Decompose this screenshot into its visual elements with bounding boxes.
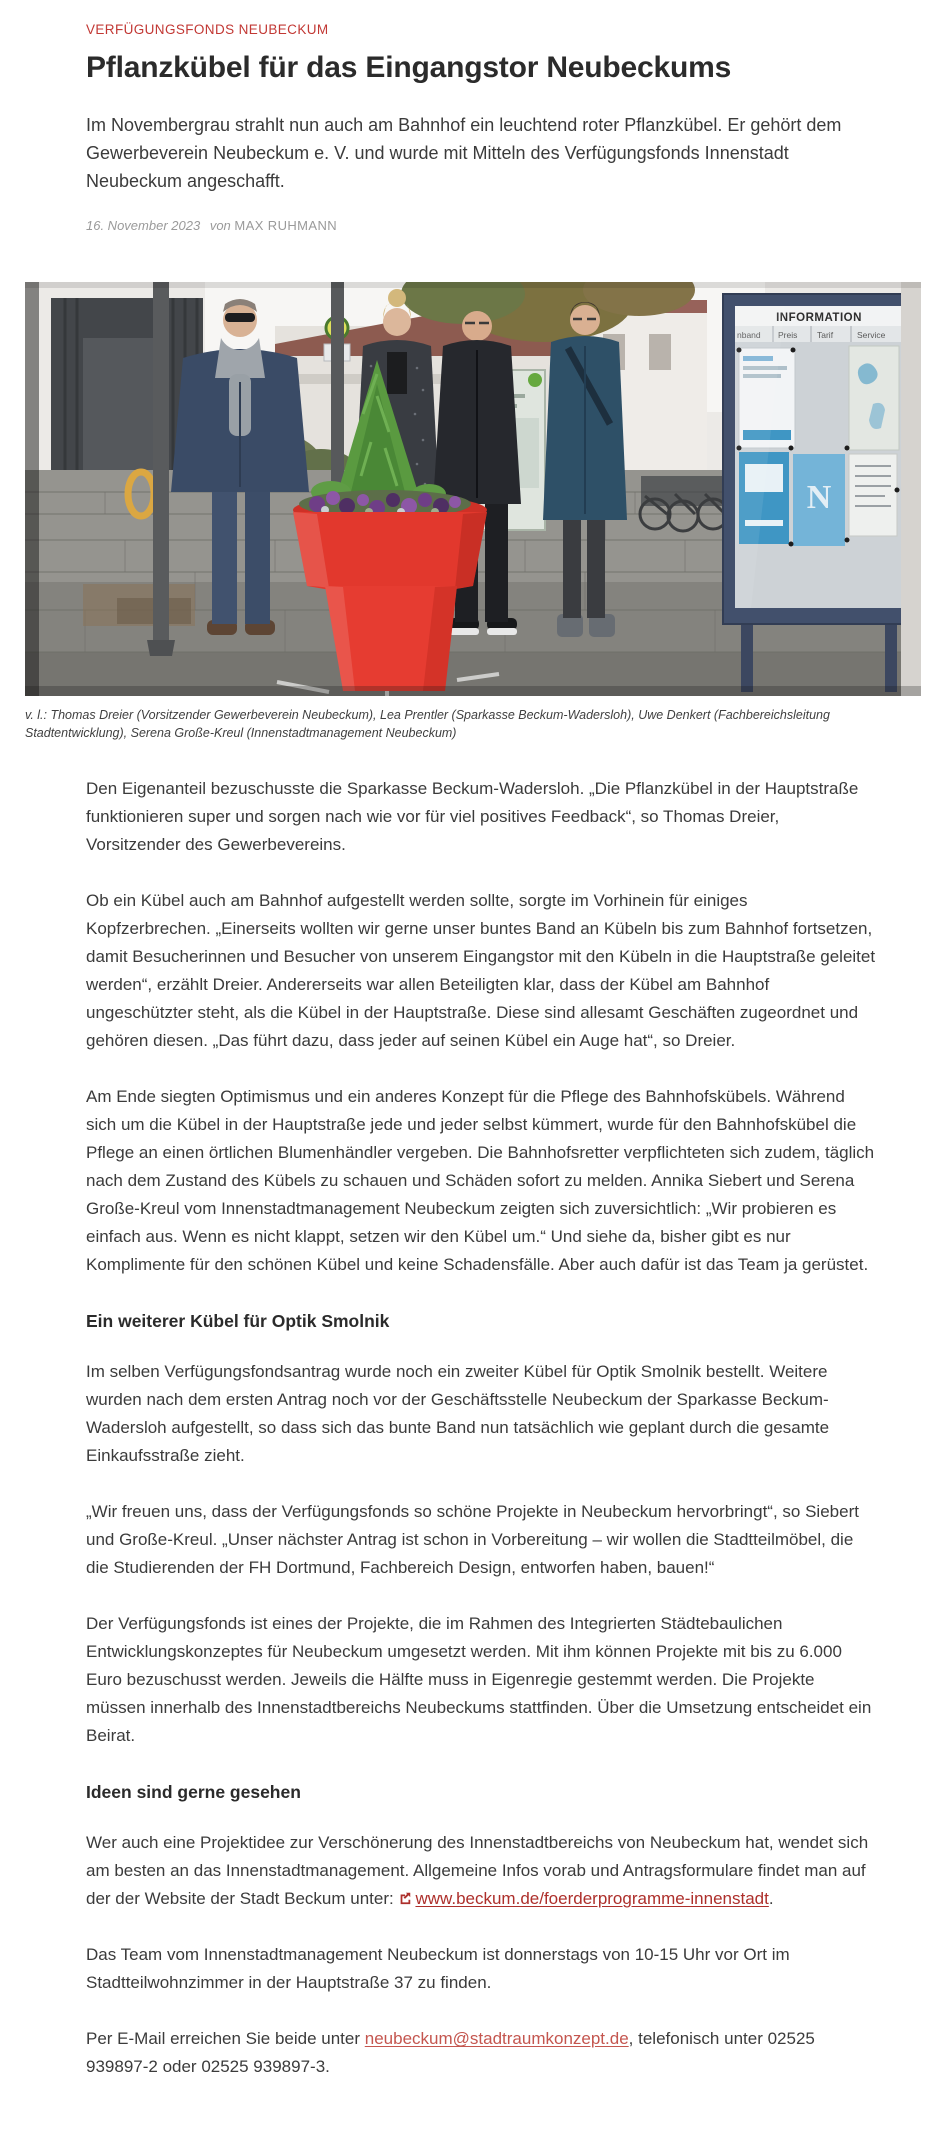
paragraph-3: Am Ende siegten Optimismus und ein anderes Konzept für die Pflege des Bahnhofskübels. Während sich um die Kübel in der Hauptstraße jede und jeder selbst kümmert, wurde für den Bahnhofskübel die Pflege an einen örtlichen Blumenhändler vergeben. Die Bahnhofsretter verpflichteten sich zudem, täglich nach dem Zustand des Kübels zu schauen und Schäden sofort zu melden. Annika Siebert und Serena Große-Kreul vom Innenstadtmanagement Neubeckum zeigten sich zuversichtlich: „Wir probieren es einfach aus. Wenn es nicht klappt, setzen wir den Kübel um.“ Und siehe da, bisher gibt es nur Komplimente für den schönen Kübel und keine Schadensfälle. Aber auch dafür ist das Team ja gerüstet. [86,1087,875,1274]
article-date: 16. November 2023 [86,218,201,233]
external-link-icon [398,1891,412,1905]
paragraph-4: Im selben Verfügungsfondsantrag wurde noch ein zweiter Kübel für Optik Smolnik bestellt. Weitere wurden nach dem ersten Antrag noch vor der Geschäftsstelle Neubeckum der Sparkasse Beckum-Wadersloh aufgestellt, so dass sich das bunte Band nun tatsächlich wie geplant durch die gesamte Einkaufsstraße zieht. [86,1362,830,1465]
section-heading-ideen: Ideen sind gerne gesehen [86,1782,301,1802]
email-link[interactable]: neubeckum@stadtraumkonzept.de [364,2029,629,2048]
board-col-3: Tarif [817,330,834,340]
board-col-2: Preis [778,330,798,340]
paragraph-9-tail: , telefonisch unter 02525 939897-2 oder 02525 939897-3. [86,2029,815,2076]
board-title: INFORMATION [776,312,862,324]
svg-text:N: N [806,479,832,516]
article-intro: Im Novembergrau strahlt nun auch am Bahnhof ein leuchtend roter Pflanzkübel. Er gehört dem Gewerbeverein Neubeckum e. V. und wurde mit Mitteln des Verfügungsfonds Innenstadt Neubeckum angeschafft. [86,115,842,191]
article-author: MAX RUHMANN [234,218,338,233]
paragraph-5: „Wir freuen uns, dass der Verfügungsfonds so schöne Projekte in Neubeckum hervorbringt“, so Siebert und Große-Kreul. „Unser nächster Antrag ist schon in Vorbereitung – wir wollen die Stadtteilmöbel, die die Studierenden der FH Dortmund, Fachbereich Design, entworfen haben, bauen!“ [86,1502,859,1577]
photo-caption: v. l.: Thomas Dreier (Vorsitzender Gewerbeverein Neubeckum), Lea Prentler (Sparkasse Beckum-Wadersloh), Uwe Denkert (Fachbereichsleitung Stadtentwicklung), Serena Große-Kreul (Innenstadtmanagement Neubeckum) [25,708,830,740]
article-title: Pflanzkübel für das Eingangstor Neubeckums [86,51,732,84]
paragraph-7 [86,1829,876,1913]
paragraph-2: Ob ein Kübel auch am Bahnhof aufgestellt werden sollte, sorgte im Vorhinein für einiges Kopfzerbrechen. „Einerseits wollten wir gerne unser buntes Band an Kübeln bis zum Bahnhof fortsetzen, damit Besucherinnen und Besucher von unserem Eingangstor mit den Kübeln in die Hauptstraße geleitet werden“, erzählt Dreier. Andererseits war allen Beteiligten klar, dass der Kübel am Bahnhof ungeschützter steht, als die Kübel in der Hauptstraße. Diese sind allesamt Geschäften zugeordnet und gehören diesen. „Das führt dazu, dass jeder auf seinen Kübel ein Auge hat“, so Dreier. [86,891,876,1050]
beckum-website-link[interactable]: www.beckum.de/foerderprogramme-innenstadt [415,1889,769,1908]
paragraph-6: Der Verfügungsfonds ist eines der Projekte, die im Rahmen des Integrierten Städtebaulichen Entwicklungskonzeptes für Neubeckum umgesetzt werden. Mit ihm können Projekte mit bis zu 6.000 Euro bezuschusst werden. Jeweils die Hälfte muss in Eigenregie gestemmt werden. Die Projekte müssen innerhalb des Innenstadtbereichs Neubeckums stattfinden. Über die Umsetzung entscheidet ein Beirat. [86,1614,872,1745]
paragraph-7-tail: . [768,1889,774,1908]
category-label: VERFÜGUNGSFONDS NEUBECKUM [86,22,329,37]
article-meta [86,218,876,233]
paragraph-1: Den Eigenanteil bezuschusste die Sparkasse Beckum-Wadersloh. „Die Pflanzkübel in der Hauptstraße funktionieren super und sorgen nach wie vor für viel positives Feedback“, so Thomas Dreier, Vorsitzender des Gewerbevereins. [86,779,859,854]
paragraph-8: Das Team vom Innenstadtmanagement Neubeckum ist donnerstags von 10-15 Uhr vor Ort im Stadtteilwohnzimmer in der Hauptstraße 37 zu finden. [86,1945,790,1992]
board-col-1: nband [737,330,761,340]
article-photo-illustration [25,282,921,696]
article-photo [25,282,921,696]
article-body [86,775,876,2081]
paragraph-9 [86,2025,876,2081]
paragraph-9-text: Per E-Mail erreichen Sie beide unter [86,2029,365,2048]
byline-prefix: von [209,218,231,233]
board-col-4: Service [857,330,886,340]
paragraph-7-text: Wer auch eine Projektidee zur Verschönerung des Innenstadtbereichs von Neubeckum hat, wendet sich am besten an das Innenstadtmanagement. Allgemeine Infos vorab und Antragsformulare findet man auf der der Website der Stadt Beckum unter: [86,1833,869,1908]
section-heading-optik-smolnik: Ein weiterer Kübel für Optik Smolnik [86,1311,390,1331]
